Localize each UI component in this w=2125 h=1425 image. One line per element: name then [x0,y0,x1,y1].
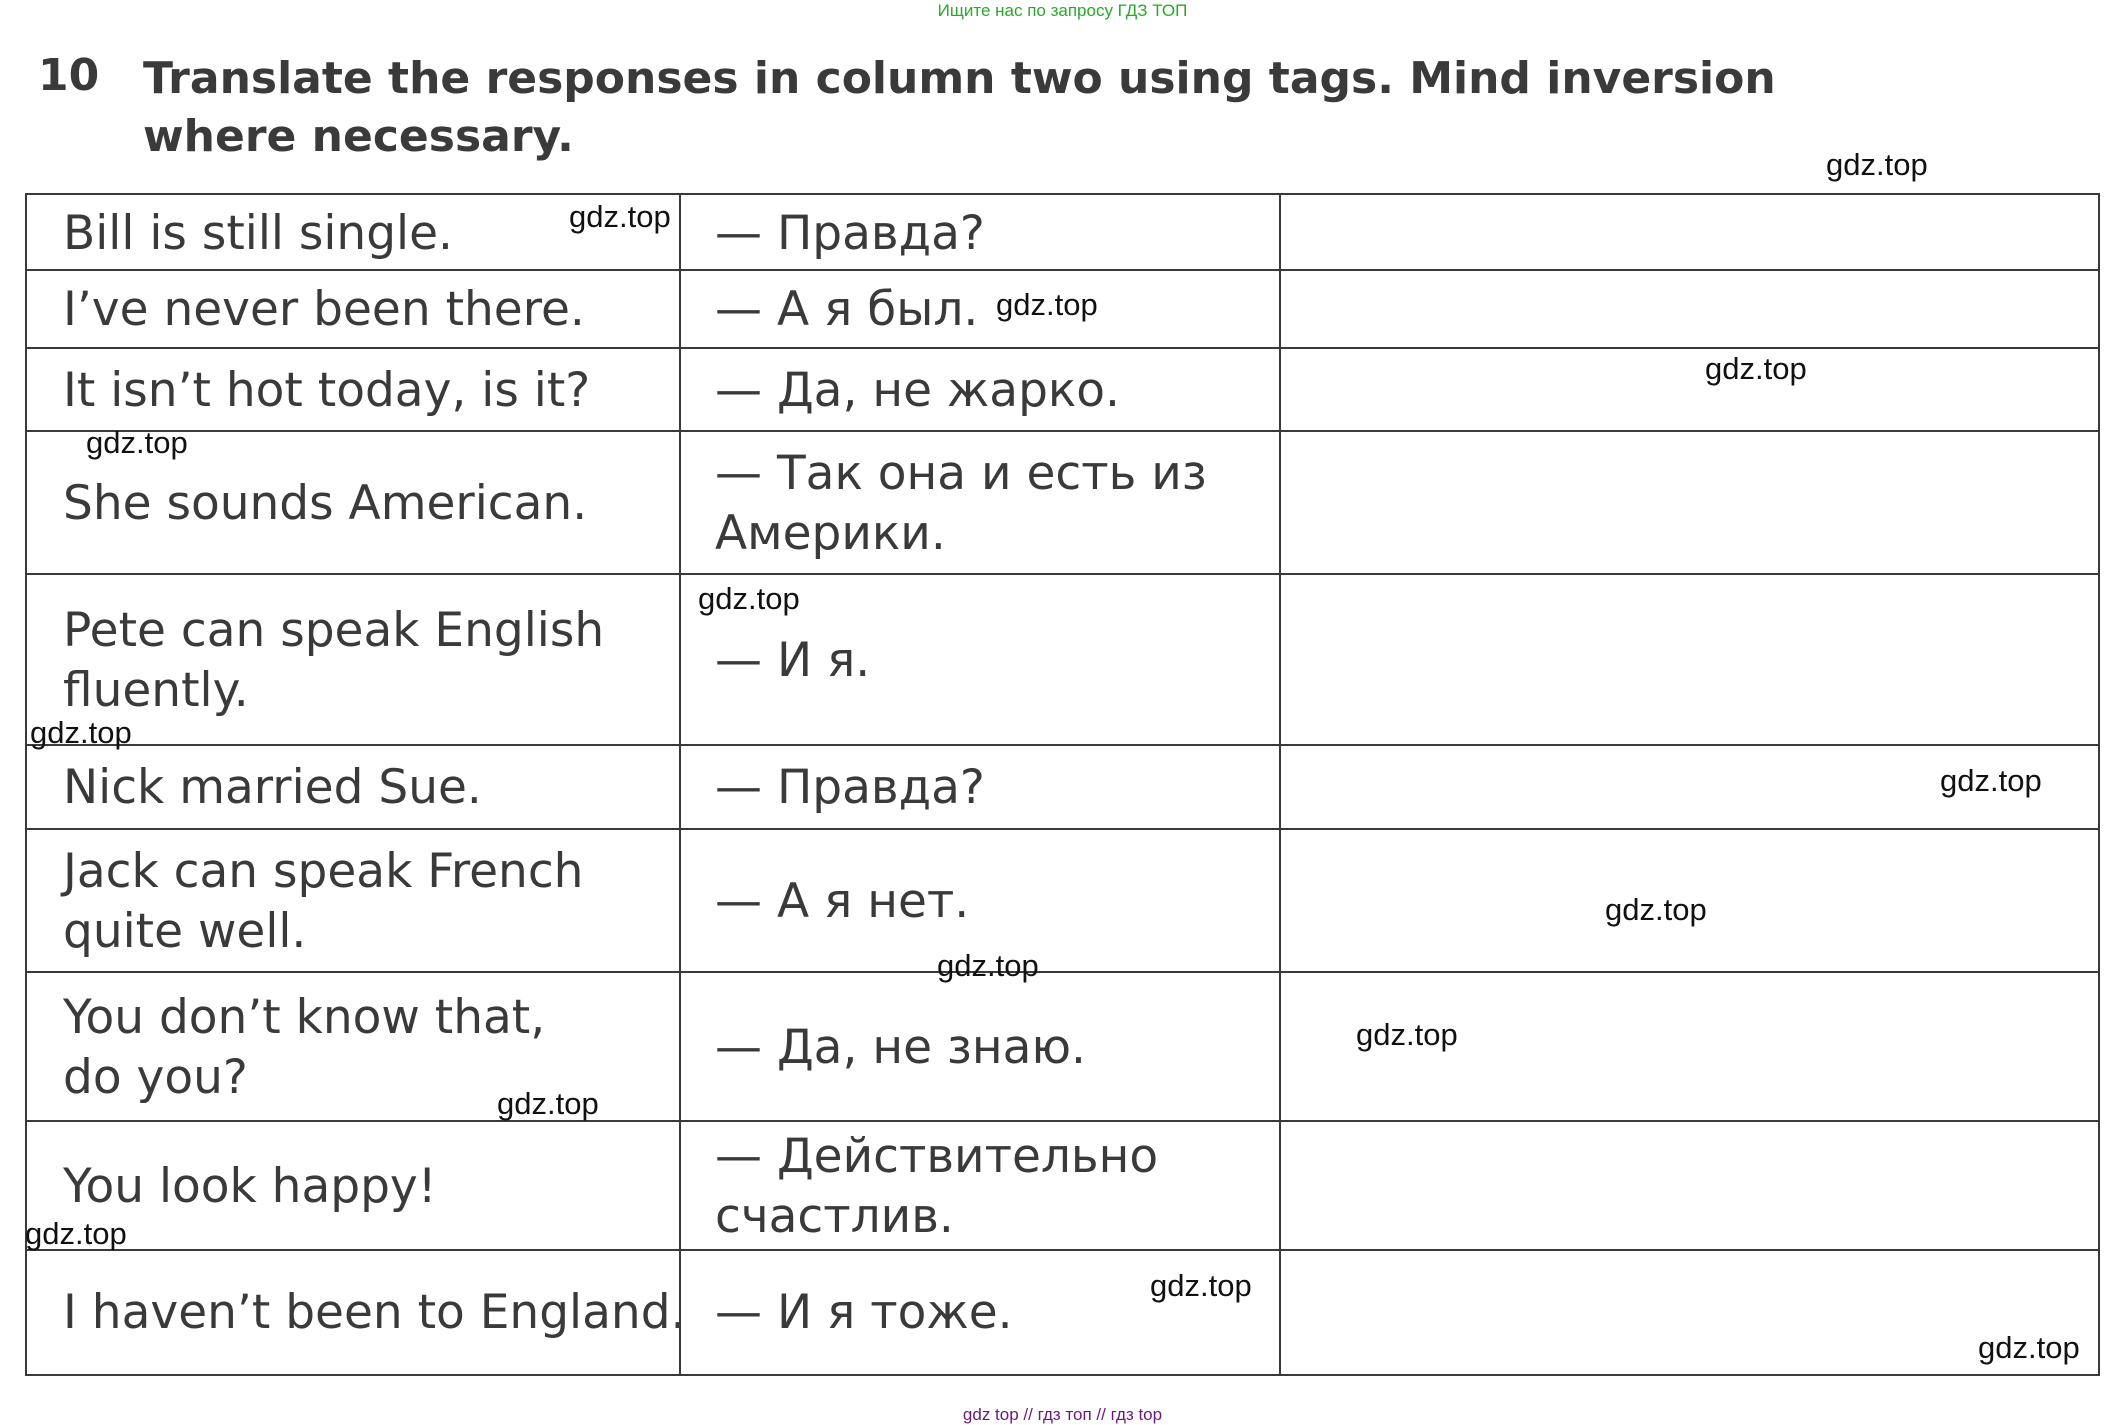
exercise-number: 10 [38,50,100,101]
table-row-10-english: I haven’t been to England. [63,1285,686,1340]
table-row-8-russian: — Да, не знаю. [715,1019,1086,1075]
table-row-6-russian: — Правда? [715,760,985,815]
table-row-10-russian: — И я тоже. [715,1285,1013,1340]
watermark: gdz.top [569,199,671,234]
table-row-4-russian: — Так она и есть из Америки. [715,445,1207,561]
watermark: gdz.top [86,425,188,460]
top-banner: Ищите нас по запросу ГДЗ ТОП [937,1,1188,20]
watermark: gdz.top [996,287,1098,322]
watermark: gdz.top [698,581,800,616]
watermark: gdz.top [1978,1330,2080,1365]
watermark: gdz.top [1705,351,1807,386]
table-row-1-english: Bill is still single. [63,205,453,261]
bottom-banner: gdz top // гдз топ // гдз top [962,1405,1163,1424]
table-row-2-russian: — А я был. [715,282,979,337]
table-row-9-russian: — Действительно счастлив. [715,1128,1159,1244]
table-row-2-english: I’ve never been there. [63,282,585,337]
watermark: gdz.top [937,948,1039,983]
table-row-7-russian: — А я нет. [715,873,970,929]
table-row-5-russian: — И я. [715,632,871,688]
watermark: gdz.top [1940,763,2042,798]
watermark: gdz.top [1826,147,1928,182]
watermark: gdz.top [25,1216,127,1251]
exercise-instruction: Translate the responses in column two using tags. Mind inversion where necessary. [143,53,1776,162]
table-row-8-english: You don’t know that, do you? [63,989,546,1105]
watermark: gdz.top [1605,892,1707,927]
table-row-7-english: Jack can speak French quite well. [63,843,584,959]
watermark: gdz.top [1150,1268,1252,1303]
watermark: gdz.top [1356,1017,1458,1052]
table-row-4-english: She sounds American. [63,475,588,531]
table-row-9-english: You look happy! [63,1158,437,1214]
table-row-3-english: It isn’t hot today, is it? [63,362,591,418]
watermark: gdz.top [30,715,132,750]
watermark: gdz.top [497,1086,599,1121]
table-row-6-english: Nick married Sue. [63,760,482,815]
table-row-3-russian: — Да, не жарко. [715,362,1120,418]
table-row-5-english: Pete can speak English fluently. [63,602,605,718]
table-row-1-russian: — Правда? [715,205,985,261]
